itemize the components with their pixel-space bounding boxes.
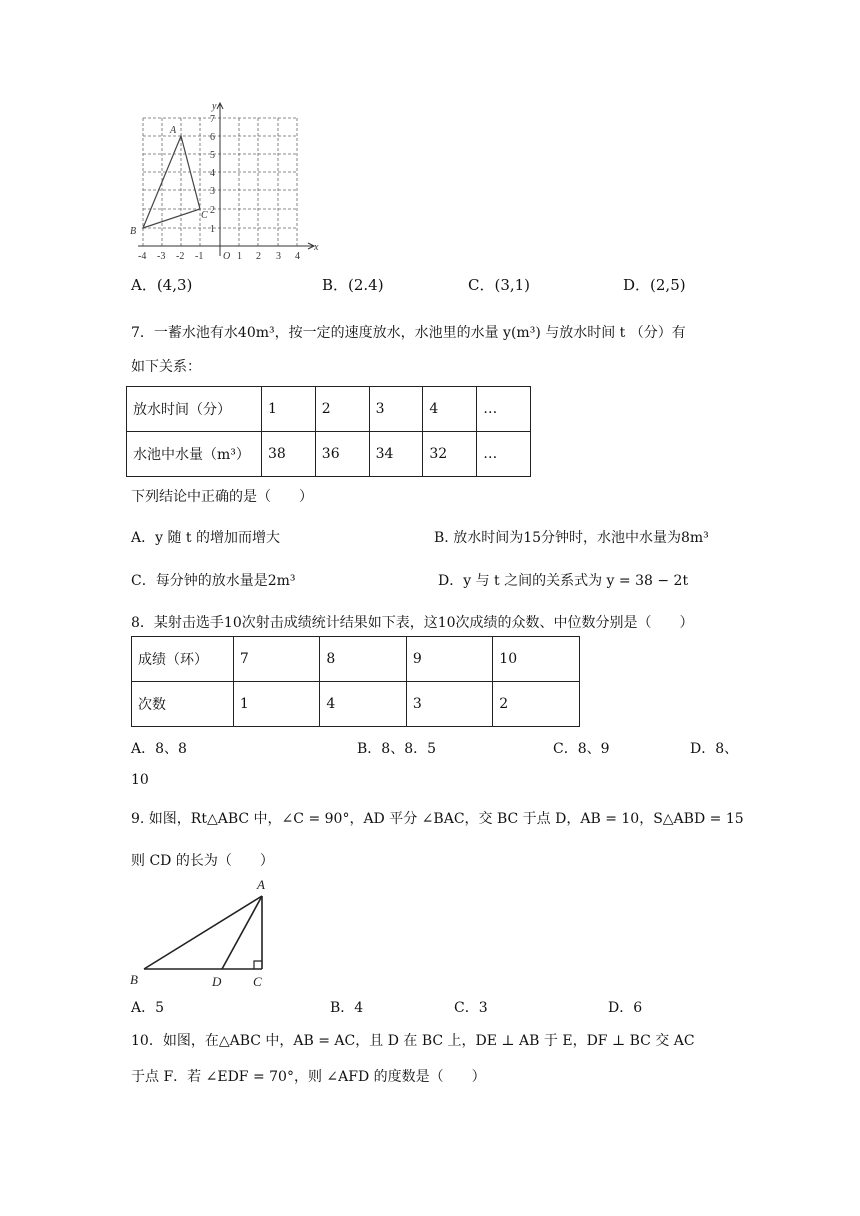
q7-option-a[interactable]: A．y 随 t 的增加而增大 [131, 530, 280, 546]
q8-option-c[interactable]: C．8、9 [553, 741, 610, 757]
y-tick: 5 [210, 150, 215, 161]
table-cell: 3 [369, 387, 423, 432]
q6-option-b[interactable]: B．(2.4) [322, 276, 384, 294]
axis-y-label: y [212, 101, 217, 112]
q7-stem-line2: 如下关系： [131, 359, 201, 375]
table-cell: 38 [262, 432, 316, 477]
q9-stem-line1: 9. 如图，Rt△ABC 中，∠C = 90°，AD 平分 ∠BAC，交 BC 于点 D，AB = 10，S△ABD = 15 [131, 811, 744, 827]
q8-option-a[interactable]: A．8、8 [131, 741, 187, 757]
q8-option-d-wrap: 10 [131, 772, 149, 788]
axis-x-label: x [314, 242, 319, 253]
q9-triangle-figure [126, 874, 276, 990]
q10-stem-line2: 于点 F．若 ∠EDF = 70°，则 ∠AFD 的度数是（ ） [131, 1069, 486, 1085]
q6-option-c[interactable]: C．(3,1) [468, 276, 531, 294]
x-tick: 3 [276, 251, 281, 262]
triangle-abc [143, 136, 200, 228]
table-cell: 34 [369, 432, 423, 477]
table-cell: 9 [406, 637, 492, 682]
y-tick: 6 [210, 132, 215, 143]
q10-stem-line1: 10．如图，在△ABC 中，AB = AC，且 D 在 BC 上，DE ⊥ AB 于 E，DF ⊥ BC 交 AC [131, 1033, 695, 1049]
q8-option-b[interactable]: B．8、8．5 [357, 741, 437, 757]
table-row [127, 387, 531, 432]
y-tick: 1 [210, 224, 215, 235]
q8-table [131, 636, 580, 727]
q9-option-d[interactable]: D．6 [608, 1000, 643, 1016]
q8-option-d[interactable]: D．8、 [690, 741, 739, 757]
x-tick: -4 [138, 251, 147, 262]
table-cell: 2 [315, 387, 369, 432]
table-cell: 1 [233, 682, 319, 727]
q7-stem-line1: 7．一蓄水池有水40m³，按一定的速度放水，水池里的水量 y(m³) 与放水时间 t （分）有 [131, 325, 686, 341]
table-cell: 放水时间（分） [127, 387, 262, 432]
point-c-label: C [201, 210, 208, 221]
table-row [127, 432, 531, 477]
point-b-label: B [130, 226, 137, 237]
q7-prompt: 下列结论中正确的是（ ） [131, 489, 313, 505]
x-tick: 4 [295, 251, 300, 262]
q6-option-d[interactable]: D．(2,5) [623, 276, 686, 294]
x-tick: 1 [237, 251, 242, 262]
table-cell: 1 [262, 387, 316, 432]
x-tick: 2 [256, 251, 261, 262]
q7-option-c[interactable]: C．每分钟的放水量是2m³ [131, 573, 296, 589]
q7-option-b[interactable]: B. 放水时间为15分钟时，水池中水量为8m³ [434, 530, 709, 546]
y-tick: 4 [210, 168, 215, 179]
table-cell: 32 [423, 432, 477, 477]
label-a: A [257, 877, 265, 892]
table-cell: 10 [493, 637, 580, 682]
q6-option-a[interactable]: A．(4,3) [131, 276, 193, 294]
table-cell: 8 [320, 637, 406, 682]
table-cell: … [477, 432, 531, 477]
q9-stem-line2: 则 CD 的长为（ ） [131, 853, 274, 869]
y-tick: 3 [210, 186, 215, 197]
coordinate-graph [128, 98, 328, 264]
q9-option-b[interactable]: B．4 [330, 1000, 364, 1016]
x-tick: -3 [157, 251, 166, 262]
table-cell: 7 [233, 637, 319, 682]
table-cell: … [477, 387, 531, 432]
table-cell: 3 [406, 682, 492, 727]
x-tick: -2 [176, 251, 185, 262]
table-row [132, 682, 580, 727]
q7-table [126, 386, 531, 477]
y-tick: 2 [210, 205, 215, 216]
q9-option-a[interactable]: A．5 [131, 1000, 165, 1016]
origin-label: O [223, 251, 231, 262]
table-cell: 次数 [132, 682, 234, 727]
label-b: B [130, 972, 138, 987]
point-a-label: A [170, 125, 177, 136]
label-d: D [212, 974, 222, 989]
table-cell: 成绩（环） [132, 637, 234, 682]
table-cell: 36 [315, 432, 369, 477]
q9-option-c[interactable]: C．3 [454, 1000, 488, 1016]
q7-option-d[interactable]: D．y 与 t 之间的关系式为 y = 38 − 2t [438, 573, 689, 589]
table-cell: 4 [423, 387, 477, 432]
table-cell: 4 [320, 682, 406, 727]
x-tick: -1 [195, 251, 204, 262]
table-row [132, 637, 580, 682]
table-cell: 2 [493, 682, 580, 727]
label-c: C [253, 974, 262, 989]
table-cell: 水池中水量（m³） [127, 432, 262, 477]
y-tick: 7 [210, 114, 215, 125]
q8-stem: 8．某射击选手10次射击成绩统计结果如下表，这10次成绩的众数、中位数分别是（ ） [131, 615, 694, 631]
